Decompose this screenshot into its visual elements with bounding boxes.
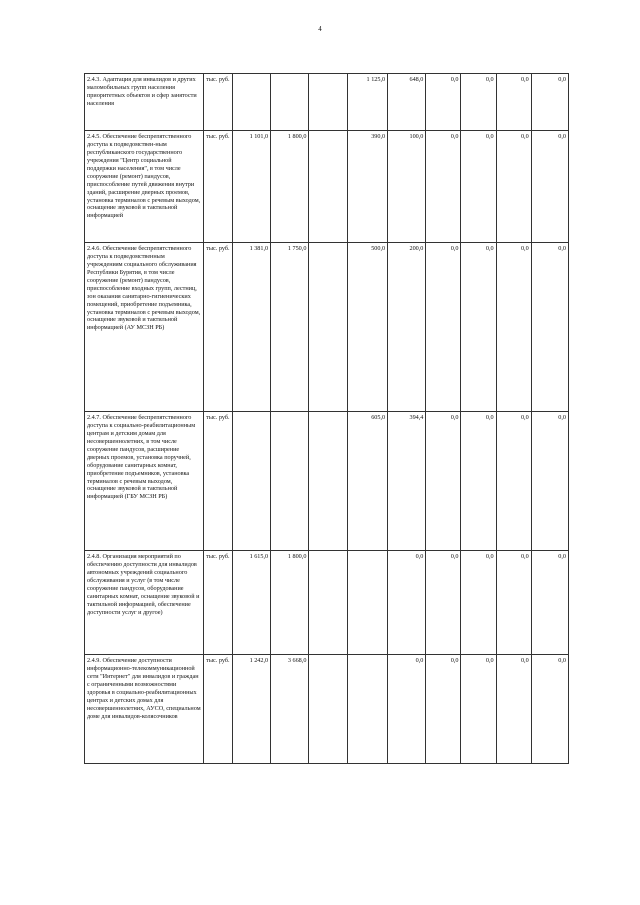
table-row: [85, 412, 569, 551]
value-cell: 0,0: [461, 131, 496, 243]
value-cell: 0,0: [388, 655, 426, 764]
value-cell: 0,0: [531, 655, 568, 764]
row-name-cell: 2.4.8. Организация мероприятий по обеспечению доступности для инвалидов автономных учреждений социального обслуживания и услуг (в том числе сооружение пандусов, оборудование санитарных комнат, оснащение звуковой и тактильной информацией, обеспечение доступности услуг и другое): [85, 551, 204, 655]
value-cell: [309, 74, 347, 131]
value-cell: [232, 412, 270, 551]
value-cell: 0,0: [531, 412, 568, 551]
table-row: [85, 74, 569, 131]
value-cell: 0,0: [426, 243, 461, 412]
value-cell: 0,0: [496, 412, 531, 551]
value-cell: 394,4: [388, 412, 426, 551]
value-cell: 605,0: [347, 412, 387, 551]
value-cell: 648,0: [388, 74, 426, 131]
value-cell: 0,0: [426, 412, 461, 551]
value-cell: 0,0: [461, 243, 496, 412]
budget-table: [84, 73, 569, 764]
row-unit-cell: тыс. руб.: [204, 551, 233, 655]
row-unit-cell: тыс. руб.: [204, 655, 233, 764]
row-unit-cell: тыс. руб.: [204, 412, 233, 551]
value-cell: 390,0: [347, 131, 387, 243]
row-unit-cell: тыс. руб.: [204, 131, 233, 243]
page-number: 4: [318, 25, 322, 33]
value-cell: 0,0: [496, 131, 531, 243]
table-row: [85, 551, 569, 655]
value-cell: 1 381,0: [232, 243, 270, 412]
value-cell: 0,0: [426, 131, 461, 243]
value-cell: 0,0: [531, 551, 568, 655]
row-name-cell: 2.4.6. Обеспечение беспрепятственного доступа к подведомственным учреждениям социального обслуживания Республики Бурятия, в том числе сооружение (ремонт) пандусов, приспособление входных групп, лестниц, зон оказания санитарно-гигиенических помещений, приобретение подъемника, установка терминалов с речевым выходом, оснащение звуковой и тактильной информацией (АУ МСЗН РБ): [85, 243, 204, 412]
value-cell: [309, 551, 347, 655]
row-name-cell: 2.4.9. Обеспечение доступности информационно-телекоммуникационной сети "Интернет" для инвалидов и граждан с ограниченными возможностями здоровья в социально-реабилитационных центрах и детских домах для несовершеннолетних, АУСО, специальном доме для инвалидов-колясочников: [85, 655, 204, 764]
value-cell: 0,0: [531, 74, 568, 131]
value-cell: 1 800,0: [271, 131, 309, 243]
value-cell: 0,0: [496, 243, 531, 412]
value-cell: 0,0: [496, 655, 531, 764]
value-cell: 1 750,0: [271, 243, 309, 412]
value-cell: 1 125,0: [347, 74, 387, 131]
row-name-cell: 2.4.7. Обеспечение беспрепятственного доступа к социально-реабилитационным центрам и детским домам для несовершеннолетних, в том числе сооружение пандусов, расширение дверных проемов, установка поручней, оборудование санитарных комнат, приобретение подъемников, установка терминалов с речевым выходом, оснащение звуковой и тактильной информацией (ГБУ МСЗН РБ): [85, 412, 204, 551]
value-cell: [347, 655, 387, 764]
value-cell: 3 668,0: [271, 655, 309, 764]
value-cell: 0,0: [531, 243, 568, 412]
row-unit-cell: тыс. руб.: [204, 243, 233, 412]
value-cell: 1 242,0: [232, 655, 270, 764]
value-cell: 1 800,0: [271, 551, 309, 655]
value-cell: 0,0: [461, 74, 496, 131]
value-cell: 100,0: [388, 131, 426, 243]
value-cell: [309, 131, 347, 243]
value-cell: [271, 74, 309, 131]
value-cell: [347, 551, 387, 655]
value-cell: 0,0: [388, 551, 426, 655]
table-row: [85, 131, 569, 243]
value-cell: 0,0: [531, 131, 568, 243]
value-cell: [309, 412, 347, 551]
value-cell: 200,0: [388, 243, 426, 412]
value-cell: [232, 74, 270, 131]
value-cell: 0,0: [426, 655, 461, 764]
table-row: [85, 243, 569, 412]
value-cell: 0,0: [426, 551, 461, 655]
row-name-cell: 2.4.5. Обеспечение беспрепятственного доступа к подведомствен-ным республиканского государственного учреждения "Центр социальной поддержки населения", в том числе сооружение (ремонт) пандусов, приспособление путей движения внутри зданий, расширение дверных проемов, установка терминалов с речевым выходом, оснащение звуковой и тактильной информацией: [85, 131, 204, 243]
value-cell: 0,0: [461, 412, 496, 551]
value-cell: [309, 655, 347, 764]
row-unit-cell: тыс. руб.: [204, 74, 233, 131]
value-cell: 500,0: [347, 243, 387, 412]
value-cell: 0,0: [461, 655, 496, 764]
row-name-cell: 2.4.3. Адаптация для инвалидов и других маломобильных групп населения приоритетных объектов и сфер занятости населения: [85, 74, 204, 131]
value-cell: 0,0: [426, 74, 461, 131]
value-cell: 0,0: [496, 551, 531, 655]
table-row: [85, 655, 569, 764]
value-cell: 0,0: [496, 74, 531, 131]
value-cell: [271, 412, 309, 551]
value-cell: 1 101,0: [232, 131, 270, 243]
value-cell: 1 615,0: [232, 551, 270, 655]
value-cell: 0,0: [461, 551, 496, 655]
value-cell: [309, 243, 347, 412]
